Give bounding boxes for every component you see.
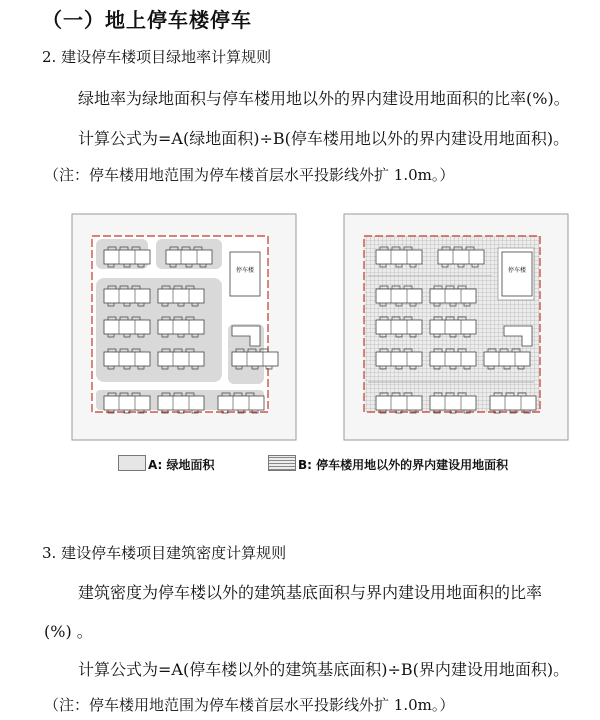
legend-swatch-b <box>268 455 296 471</box>
section3-note: （注：停车楼用地范围为停车楼首层水平投影线外扩 1.0m。） <box>44 696 455 714</box>
site-plan-diagrams <box>70 212 570 444</box>
section3-title: 3. 建设停车楼项目建筑密度计算规则 <box>42 544 287 562</box>
section2-title: 2. 建设停车楼项目绿地率计算规则 <box>42 48 272 66</box>
section3-definition-line1: 建筑密度为停车楼以外的建筑基底面积与界内建设用地面积的比率 <box>78 583 543 602</box>
section3-formula: 计算公式为=A(停车楼以外的建筑基底面积)÷B(界内建设用地面积)。 <box>78 660 570 679</box>
section3-definition-line2: (%) 。 <box>44 622 93 641</box>
section-heading: （一）地上停车楼停车 <box>42 8 252 32</box>
section2-note: （注：停车楼用地范围为停车楼首层水平投影线外扩 1.0m。） <box>44 166 455 184</box>
section2-definition: 绿地率为绿地面积与停车楼用地以外的界内建设用地面积的比率(%)。 <box>78 89 570 108</box>
legend-swatch-a <box>118 455 146 471</box>
legend-label-b: B: 停车楼用地以外的界内建设用地面积 <box>298 458 509 472</box>
legend-label-a: A: 绿地面积 <box>148 458 215 472</box>
diagram-b-site-area <box>344 214 568 440</box>
diagram-a-green-area <box>72 214 296 440</box>
section2-formula: 计算公式为=A(绿地面积)÷B(停车楼用地以外的界内建设用地面积)。 <box>78 129 570 148</box>
parking-building-label-b: 停车楼 <box>507 267 527 274</box>
parking-building-label-a: 停车楼 <box>235 267 255 274</box>
